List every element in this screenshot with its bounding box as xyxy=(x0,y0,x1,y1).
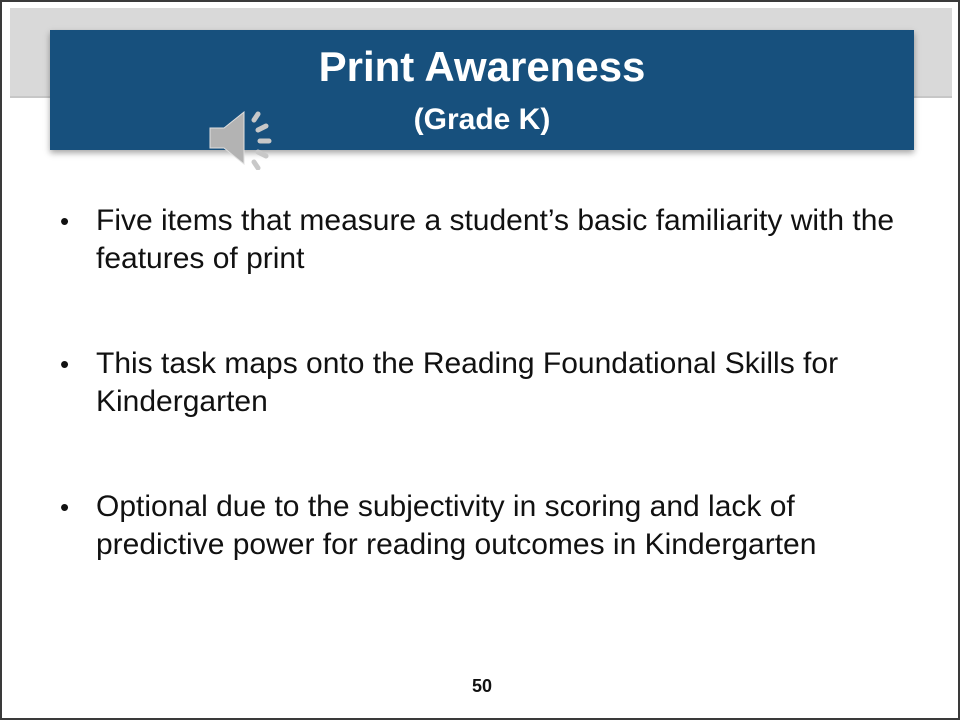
title-banner xyxy=(50,30,914,150)
bullet-text: Optional due to the subjectivity in scoring and lack of predictive power for reading outcomes in Kindergarten xyxy=(96,490,817,561)
slide-subtitle: (Grade K) xyxy=(413,103,551,136)
bullet-text: Five items that measure a student’s basic familiarity with the features of print xyxy=(96,204,895,275)
bullet-item xyxy=(60,488,900,564)
bullet-dot-icon: • xyxy=(60,206,70,236)
bullet-item xyxy=(60,345,900,421)
bullet-dot-icon: • xyxy=(60,492,70,522)
page-number: 50 xyxy=(471,676,493,696)
bullet-text: This task maps onto the Reading Foundational Skills for Kindergarten xyxy=(96,347,839,418)
slide-title: Print Awareness xyxy=(318,43,646,90)
bullet-item xyxy=(60,202,900,278)
speaker-audio-icon[interactable] xyxy=(206,106,278,170)
bullet-list xyxy=(60,202,900,631)
bullet-dot-icon: • xyxy=(60,349,70,379)
